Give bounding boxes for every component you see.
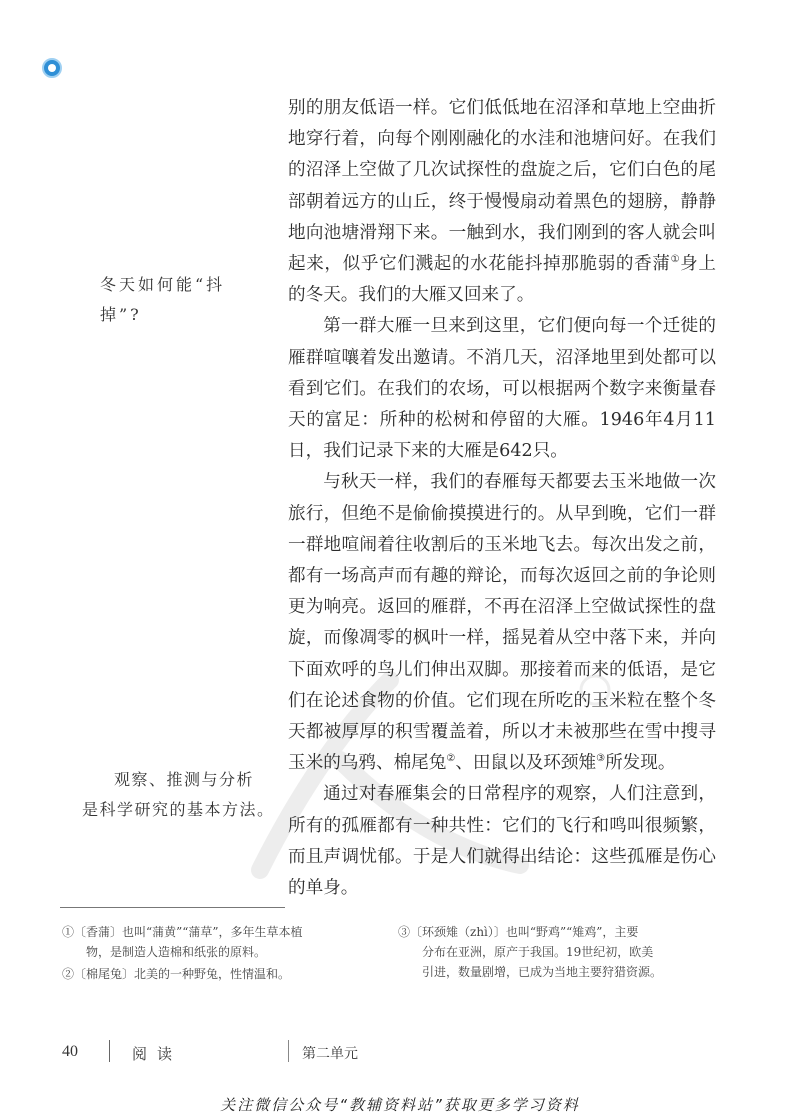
paragraph-4: 通过对春雁集会的日常程序的观察，人们注意到，所有的孤雁都有一种共性：它们的飞行和鸣叫很频繁，而且声调忧郁。于是人们就得出结论：这些孤雁是伤心的单身。 [288,784,716,899]
paragraph-3: 与秋天一样，我们的春雁每天都要去玉米地做一次旅行，但绝不是偷偷摸摸进行的。从早到晚，它们一群一群地喧闹着往收割后的玉米地飞去。每次出发之前，都有一场高声而有趣的辩论，而每次返回之前的争论则更为响亮。返回的雁群，不再在沼泽上空做试探性的盘旋，而像凋零的枫叶一样，摇晃着从空中落下来，并向下面欢呼的鸟儿们伸出双脚。那接着而来的低语，是它们在论述食物的价值。它们现在所吃的玉米粒在整个冬天都被厚厚的积雪覆盖着，所以才未被那些在雪中搜寻玉米的乌鸦、棉尾兔②、田鼠以及环颈雉③所发现。 [288,472,716,774]
book-title: 阅读 [132,1045,183,1063]
footnotes-right [398,922,718,984]
footer-divider-2 [288,1040,289,1062]
footnote-ref-2: ② [446,753,456,765]
side-note-method: 观察、推测与分析 是科学研究的基本方法。 [82,770,275,819]
promo-banner: 关注微信公众号“教辅资料站”获取更多学习资料 [220,1096,580,1114]
footnote-divider [60,907,285,908]
main-text [288,93,716,904]
page-number: 40 [62,1043,78,1060]
paragraph-2: 第一群大雁一旦来到这里，它们便向每一个迁徙的雁群喧嚷着发出邀请。不消几天，沼泽地里到处都可以看到它们。在我们的农场，可以根据两个数字来衡量春天的富足：所种的松树和停留的大雁。1946年4月11日，我们记录下来的大雁是642只。 [288,316,716,462]
footer-divider [109,1040,110,1062]
footnote-3: ③〔环颈雉（zhì）〕也叫“野鸡”“雉鸡”，主要 分布在亚洲，原产于我国。19世纪初，欧美 引进，数量剧增，已成为当地主要狩猎资源。 [398,925,663,979]
paragraph-1: 别的朋友低语一样。它们低低地在沼泽和草地上空曲折地穿行着，向每个刚刚融化的水洼和池塘问好。在我们的沼泽上空做了几次试探性的盘旋之后，它们白色的尾部朝着远方的山丘，终于慢慢扇动着黑色的翅膀，静静地向池塘滑翔下来。一触到水，我们刚到的客人就会叫起来，似乎它们溅起的水花能抖掉那脆弱的香蒲①身上的冬天。我们的大雁又回来了。 [288,98,716,306]
footnote-2: ②〔棉尾兔〕北美的一种野兔，性情温和。 [62,967,291,981]
footnote-1: ①〔香蒲〕也叫“蒲黄”“蒲草”，多年生草本植 物，是制造人造棉和纸张的原料。 [62,925,303,959]
footnote-ref-3: ③ [596,753,606,765]
side-note-question: 冬天如何能“抖 掉”? [100,275,226,324]
footnotes-left [62,922,382,986]
unit-label: 第二单元 [302,1046,358,1062]
footnote-ref-1: ① [670,254,681,266]
publisher-logo-icon [42,58,62,78]
